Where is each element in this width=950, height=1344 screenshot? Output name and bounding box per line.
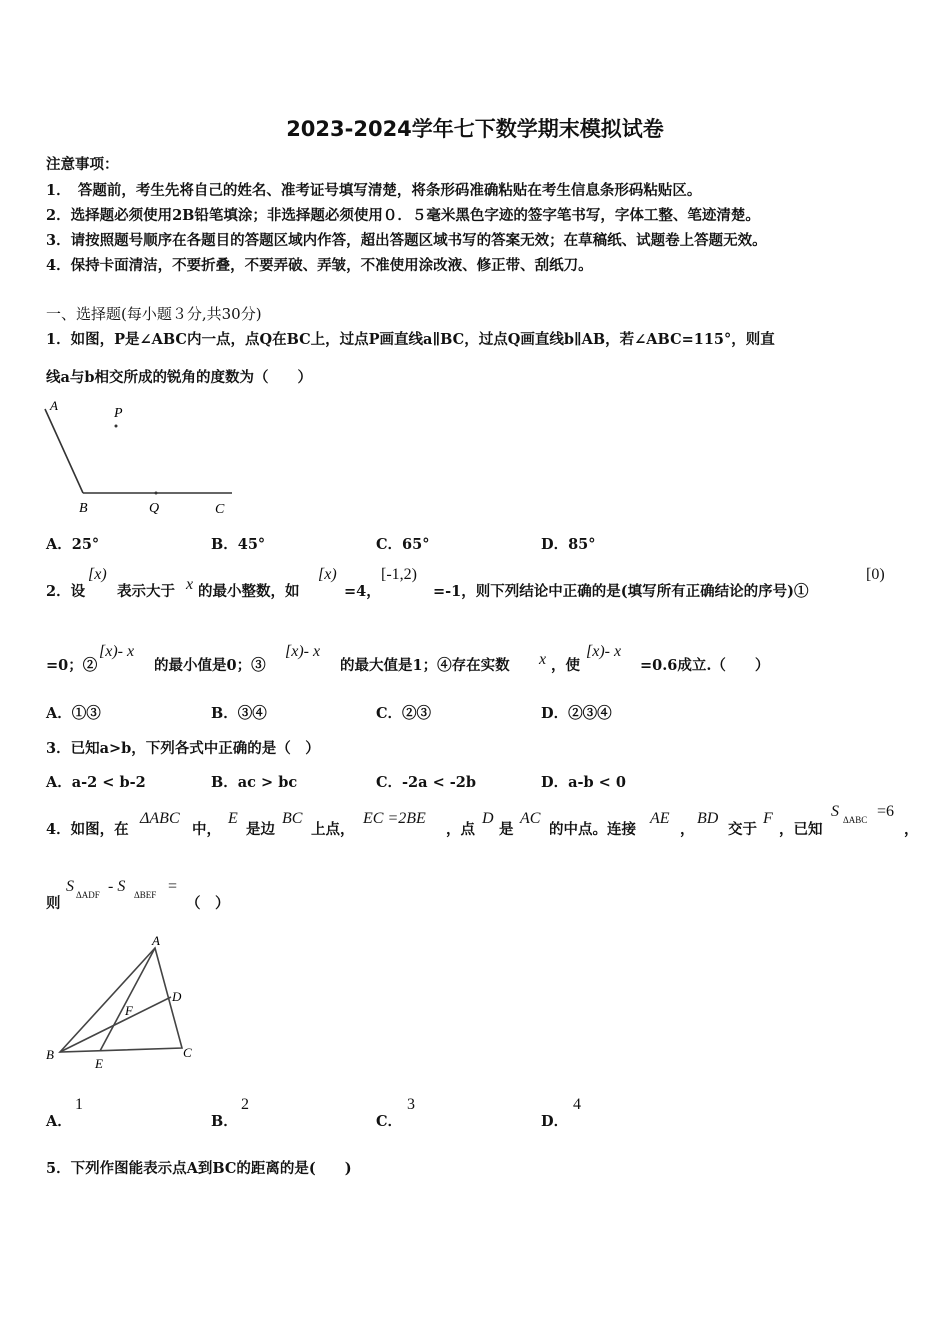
q4-math: = — [168, 878, 178, 895]
q2-text: 的最小整数，如 — [198, 583, 300, 600]
q4-math: F — [763, 810, 773, 827]
q2-math: [0) — [866, 566, 885, 583]
q2-math: x — [539, 651, 547, 668]
q1-option-d[interactable]: D．85° — [541, 536, 596, 553]
q4-text: 是边 — [246, 821, 275, 838]
q4-text: 的中点。连接 — [549, 821, 636, 838]
label-c: C — [183, 1045, 192, 1060]
q2-option-d[interactable]: D．②③④ — [541, 705, 612, 722]
notice-item: 4．保持卡面清洁，不要折叠，不要弄破、弄皱，不准使用涂改液、修正带、刮纸刀。 — [46, 257, 593, 274]
q1-option-a[interactable]: A．25° — [46, 536, 100, 553]
q4-text: 则 — [46, 895, 61, 912]
q4-math: AC — [520, 810, 541, 827]
q4-math: AE — [650, 810, 670, 827]
q3-option-c[interactable]: C．-2a < -2b — [376, 774, 477, 791]
q4-option-b-value[interactable]: 2 — [241, 1096, 249, 1113]
q4-text: 中， — [192, 821, 221, 838]
label-a: A — [152, 933, 160, 948]
q2-text: ，使 — [551, 657, 580, 674]
q2-option-a[interactable]: A．①③ — [46, 705, 101, 722]
q4-math: S — [66, 878, 74, 895]
q2-math: [x) — [318, 566, 337, 583]
q4-text: 是 — [499, 821, 514, 838]
q2-text: 的最大值是1；④存在实数 — [340, 657, 510, 674]
q4-math: S — [831, 803, 839, 820]
q2-text: =-1，则下列结论中正确的是(填写所有正确结论的序号)① — [433, 583, 809, 600]
label-f: F — [125, 1003, 133, 1018]
q4-math: =6 — [877, 803, 895, 820]
q4-figure — [40, 928, 210, 1073]
q4-option-a-label[interactable]: A． — [46, 1113, 72, 1130]
label-q: Q — [149, 501, 160, 516]
notice-item: 2．选择题必须使用2B铅笔填涂；非选择题必须使用０．５毫米黑色字迹的签字笔书写，字体工整、笔迹清楚。 — [46, 207, 760, 224]
q2-text: =0.6成立.（ ） — [640, 657, 770, 674]
q5-stem: 5．下列作图能表示点A到BC的距离的是( ) — [46, 1160, 352, 1177]
q4-option-c-label[interactable]: C． — [376, 1113, 403, 1130]
label-e: E — [95, 1056, 103, 1071]
label-p: P — [114, 406, 123, 421]
page-title: 2023-2024学年七下数学期末模拟试卷 — [286, 117, 664, 141]
q4-text: 上点， — [311, 821, 355, 838]
q1-option-c[interactable]: C．65° — [376, 536, 430, 553]
label-a: A — [50, 398, 58, 413]
q4-text: 交于 — [728, 821, 757, 838]
q4-math: - S — [108, 878, 126, 895]
q2-option-b[interactable]: B．③④ — [211, 705, 267, 722]
q4-text: ，已知 — [779, 821, 823, 838]
label-c: C — [215, 502, 225, 517]
q2-math: [-1,2) — [381, 566, 417, 583]
q4-math: D — [482, 810, 494, 827]
q1-option-b[interactable]: B．45° — [211, 536, 266, 553]
q4-option-a-value[interactable]: 1 — [75, 1096, 83, 1113]
q2-text: 的最小值是0；③ — [154, 657, 266, 674]
line-ab — [45, 409, 83, 493]
q4-text: ，点 — [446, 821, 475, 838]
q4-text: 4．如图，在 — [46, 821, 129, 838]
q4-text: ， — [680, 821, 695, 838]
label-b: B — [79, 501, 88, 516]
label-b: B — [46, 1047, 54, 1062]
label-d: D — [172, 989, 182, 1004]
q2-text: =0；② — [46, 657, 98, 674]
notice-item: 1． 答题前，考生先将自己的姓名、准考证号填写清楚，将条形码准确粘贴在考生信息条形码粘贴区。 — [46, 182, 702, 199]
q2-math: [x)- x — [586, 643, 622, 660]
q3-option-d[interactable]: D．a-b < 0 — [541, 774, 626, 791]
q4-math: ΔABC — [140, 810, 180, 827]
q1-stem-line1: 1．如图，P是∠ABC内一点，点Q在BC上，过点P画直线a∥BC，过点Q画直线b∥AB，若∠ABC=115°，则直 — [46, 331, 775, 348]
section-heading: 一、选择题(每小题３分,共30分) — [46, 305, 262, 323]
q4-math-subscript: ΔADF — [76, 890, 100, 900]
q4-math-subscript: ΔBEF — [134, 890, 157, 900]
q4-math: BC — [282, 810, 303, 827]
q4-math: E — [228, 810, 238, 827]
q2-text: 2．设 — [46, 583, 86, 600]
q1-figure — [40, 395, 240, 520]
segment-bd — [60, 997, 171, 1052]
q3-option-a[interactable]: A．a-2 < b-2 — [46, 774, 146, 791]
q4-math: EC =2BE — [363, 810, 426, 827]
q2-text: 表示大于 — [117, 583, 175, 600]
q1-stem-line2: 线a与b相交所成的锐角的度数为（ ） — [46, 369, 313, 386]
q3-stem: 3．已知a>b，下列各式中正确的是（ ） — [46, 740, 320, 757]
q2-math: [x)- x — [99, 643, 135, 660]
q2-math: [x)- x — [285, 643, 321, 660]
q2-math: [x) — [88, 566, 107, 583]
q4-text: ， — [904, 821, 919, 838]
q4-option-b-label[interactable]: B． — [211, 1113, 238, 1130]
notice-heading: 注意事项： — [46, 156, 119, 173]
q4-option-d-value[interactable]: 4 — [573, 1096, 581, 1113]
point-p — [115, 425, 118, 428]
q3-option-b[interactable]: B．ac > bc — [211, 774, 298, 791]
point-q — [155, 492, 158, 495]
q4-option-d-label[interactable]: D． — [541, 1113, 569, 1130]
q4-math-subscript: ΔABC — [843, 815, 868, 825]
q2-math: x — [186, 576, 194, 593]
notice-item: 3．请按照题号顺序在各题目的答题区域内作答，超出答题区域书写的答案无效；在草稿纸、试题卷上答题无效。 — [46, 232, 767, 249]
q2-text: =4， — [344, 583, 381, 600]
q4-text: （ ） — [186, 895, 230, 912]
q4-math: BD — [697, 810, 719, 827]
q2-option-c[interactable]: C．②③ — [376, 705, 432, 722]
q4-option-c-value[interactable]: 3 — [407, 1096, 415, 1113]
